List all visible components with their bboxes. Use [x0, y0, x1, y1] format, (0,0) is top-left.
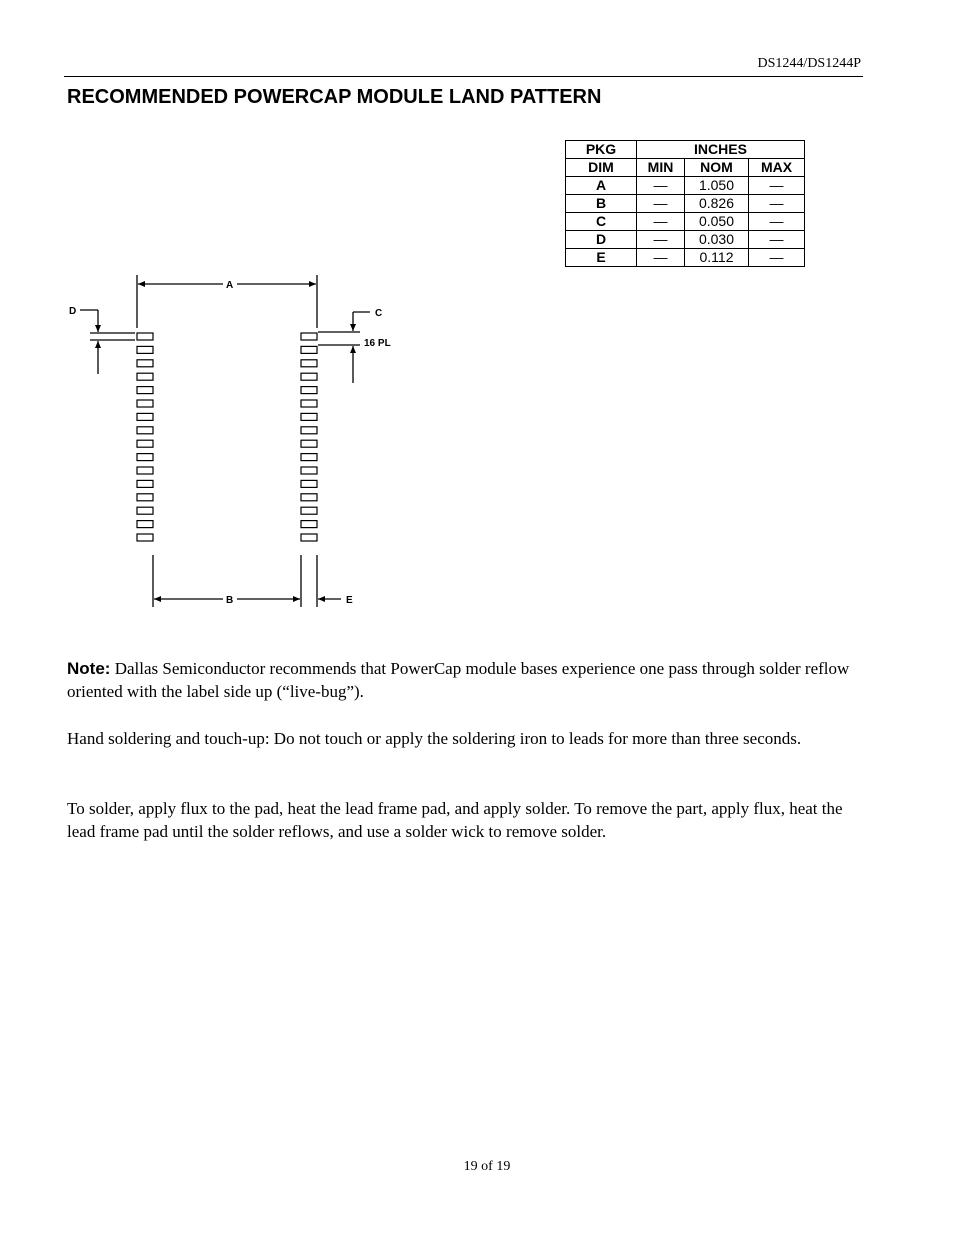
solder-pad — [137, 507, 153, 514]
table-cell: A — [566, 177, 637, 195]
label-a: A — [226, 280, 234, 291]
solder-pad — [137, 373, 153, 380]
solder-pad — [301, 400, 317, 407]
hand-soldering-paragraph: Hand soldering and touch-up: Do not touch or apply the soldering iron to leads for more than three seconds. — [67, 729, 802, 748]
label-e: E — [346, 595, 353, 606]
solder-pad — [301, 440, 317, 447]
table-cell: C — [566, 213, 637, 231]
solder-pad — [301, 494, 317, 501]
page-title: RECOMMENDED POWERCAP MODULE LAND PATTERN — [67, 86, 602, 108]
table-header-cell: NOM — [685, 159, 749, 177]
table-header-cell: MIN — [637, 159, 685, 177]
table-cell: — — [637, 195, 685, 213]
solder-pad — [301, 360, 317, 367]
table-cell: B — [566, 195, 637, 213]
land-pattern-drawing — [60, 270, 400, 615]
solder-pad — [301, 427, 317, 434]
table-cell: D — [566, 231, 637, 249]
solder-pad — [301, 534, 317, 541]
label-c: C — [375, 308, 383, 319]
removal-paragraph: To solder, apply flux to the pad, heat the lead frame pad, and apply solder. To remove the part, apply flux, heat the lead frame pad until the solder reflows, and use a solder wick to remove solder. — [67, 799, 843, 841]
table-header-cell: DIM — [566, 159, 637, 177]
solder-pad — [301, 333, 317, 340]
table-row — [566, 231, 805, 249]
solder-pad — [137, 400, 153, 407]
solder-pad — [137, 494, 153, 501]
table-cell: — — [749, 195, 805, 213]
solder-pad — [137, 413, 153, 420]
note-label: Note: — [67, 659, 111, 678]
table-cell: 0.050 — [685, 213, 749, 231]
table-cell: — — [749, 231, 805, 249]
table-row — [566, 213, 805, 231]
solder-pad — [301, 413, 317, 420]
table-cell: — — [637, 177, 685, 195]
table-cell: — — [637, 213, 685, 231]
table-row — [566, 195, 805, 213]
table-cell: 1.050 — [685, 177, 749, 195]
solder-pad — [301, 346, 317, 353]
table-cell: — — [749, 213, 805, 231]
table-header-row — [566, 159, 805, 177]
pad-column-left — [137, 333, 153, 541]
table-header-cell: INCHES — [637, 141, 805, 159]
solder-pad — [137, 521, 153, 528]
solder-pad — [137, 427, 153, 434]
table-header-row — [566, 141, 805, 159]
table-cell: — — [749, 177, 805, 195]
solder-pad — [137, 346, 153, 353]
pad-column-right — [301, 333, 317, 541]
solder-pad — [137, 467, 153, 474]
table-row — [566, 177, 805, 195]
solder-pad — [301, 507, 317, 514]
header-rule — [64, 76, 863, 77]
page-number: 19 of 19 — [463, 1159, 511, 1174]
table-cell: 0.030 — [685, 231, 749, 249]
table-row — [566, 249, 805, 267]
solder-pad — [137, 534, 153, 541]
table-cell: 0.112 — [685, 249, 749, 267]
solder-pad — [301, 454, 317, 461]
table-cell: E — [566, 249, 637, 267]
table-header-cell: PKG — [566, 141, 637, 159]
solder-pad — [137, 333, 153, 340]
table-cell: 0.826 — [685, 195, 749, 213]
solder-pad — [137, 454, 153, 461]
header-doc-id: DS1244/DS1244P — [757, 56, 861, 71]
solder-pad — [301, 521, 317, 528]
solder-pad — [137, 480, 153, 487]
table-cell: — — [749, 249, 805, 267]
dimension-table — [565, 140, 805, 267]
note-paragraph — [67, 657, 862, 703]
solder-pad — [137, 360, 153, 367]
table-header-cell: MAX — [749, 159, 805, 177]
table-cell: — — [637, 249, 685, 267]
solder-pad — [301, 467, 317, 474]
solder-pad — [137, 387, 153, 394]
note-text: Dallas Semiconductor recommends that PowerCap module bases experience one pass through solder reflow oriented with the label side up (“live-bug”). — [67, 659, 850, 701]
label-b: B — [226, 595, 234, 606]
solder-pad — [137, 440, 153, 447]
table-cell: — — [637, 231, 685, 249]
label-16pl: 16 PL — [364, 338, 391, 349]
label-d: D — [69, 306, 77, 317]
solder-pad — [301, 387, 317, 394]
solder-pad — [301, 373, 317, 380]
solder-pad — [301, 480, 317, 487]
